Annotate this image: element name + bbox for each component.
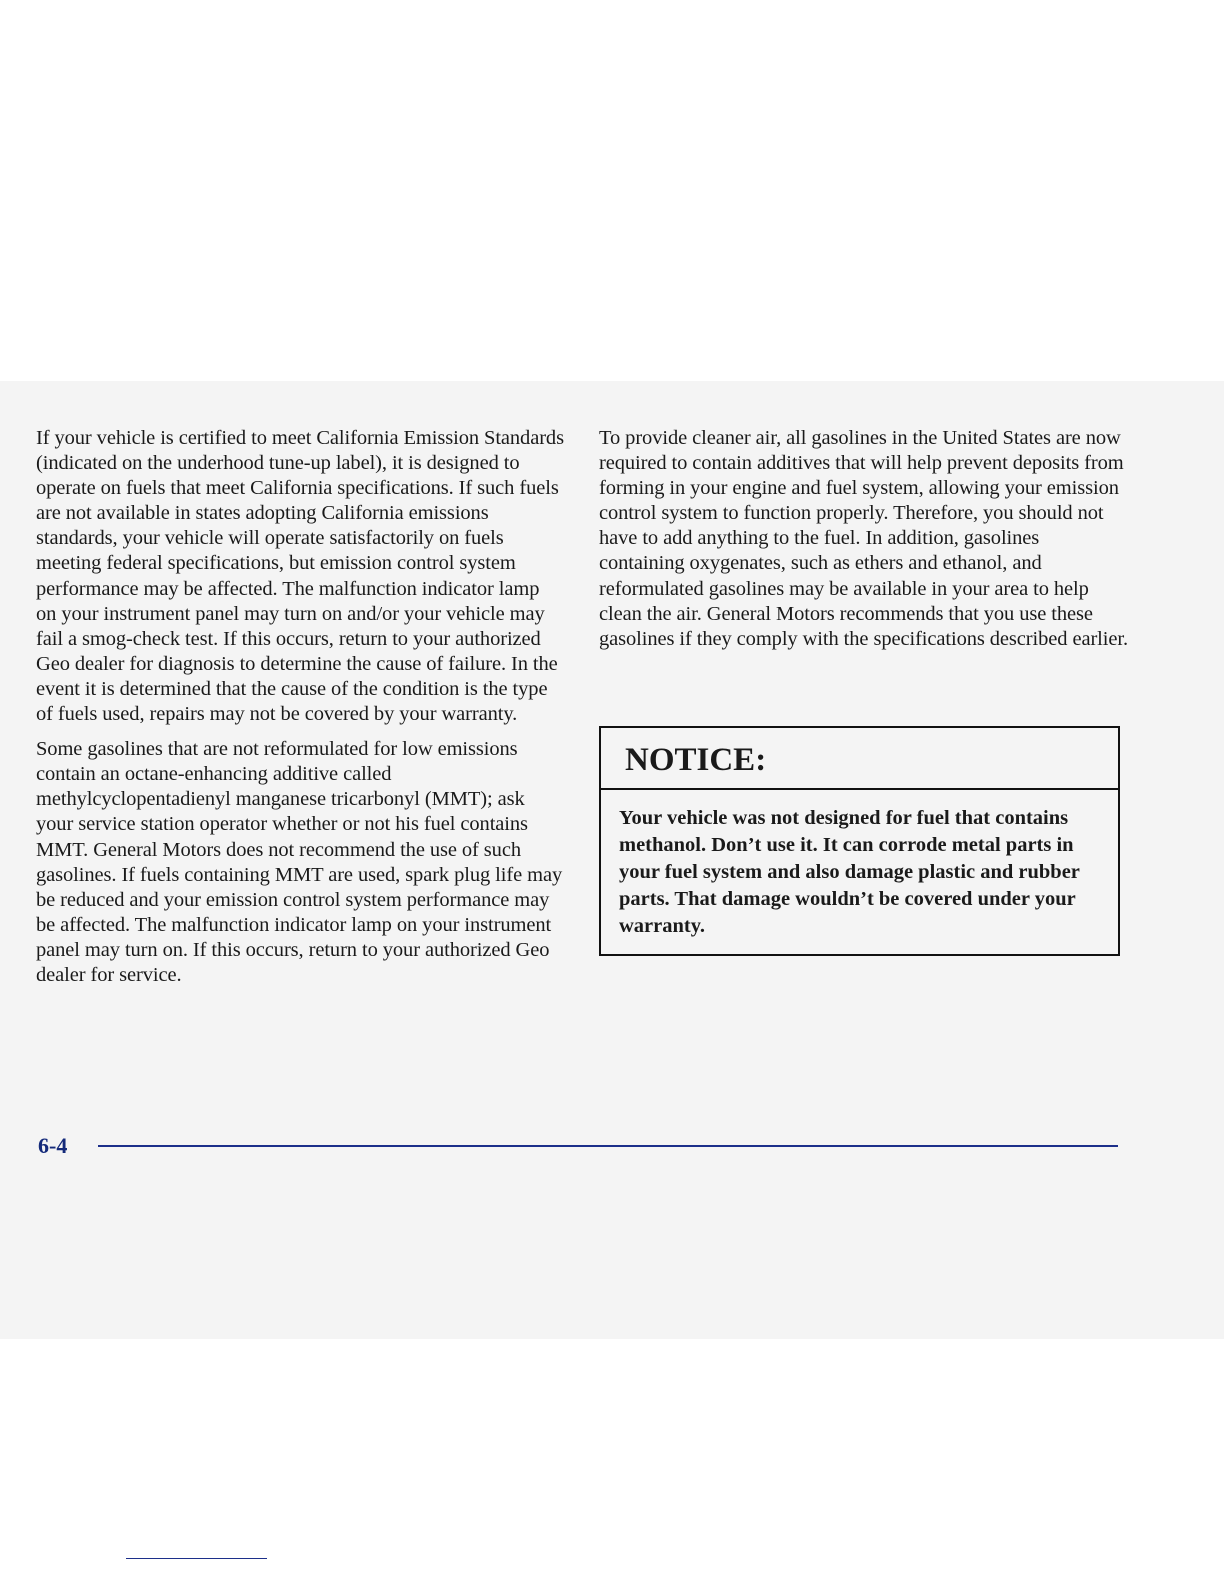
notice-box	[599, 726, 1120, 956]
left-column	[36, 426, 564, 988]
mmt-paragraph: Some gasolines that are not reformulated for low emissions contain an octane-enhancing additive called methylcyclopentadienyl manganese tricarbonyl (MMT); ask your service station operator whether or not his fuel contains MMT. General Motors does not recommend the use of such gasolines. If fuels containing MMT are used, spark plug life may be reduced and your emission control system performance may be affected. The malfunction indicator lamp on your instrument panel may turn on. If this occurs, return to your authorized Geo dealer for service.	[36, 738, 563, 986]
right-column	[599, 426, 1129, 652]
page-number: 6-4	[38, 1133, 68, 1158]
footer-rule	[98, 1145, 1118, 1147]
california-emission-paragraph: If your vehicle is certified to meet California Emission Standards (indicated on the underhood tune-up label), it is designed to operate on fuels that meet California specifications. If such fuels are not available in states adopting California emissions standards, your vehicle will operate satisfactorily on fuels meeting federal specifications, but emission control system performance may be affected. The malfunction indicator lamp on your instrument panel may turn on and/or your vehicle may fail a smog-check test. If this occurs, return to your authorized Geo dealer for diagnosis to determine the cause of failure. In the event it is determined that the cause of the condition is the type of fuels used, repairs may not be covered by your warranty.	[36, 427, 564, 726]
cleaner-air-paragraph: To provide cleaner air, all gasolines in the United States are now required to contain additives that will help prevent deposits from forming in your engine and fuel system, allowing your emission control system to function properly. Therefore, you should not have to add anything to the fuel. In addition, gasolines containing oxygenates, such as ethers and ethanol, and reformulated gasolines may be available in your area to help clean the air. General Motors recommends that you use these gasolines if they comply with the specifications described earlier.	[599, 427, 1128, 650]
bottom-rule	[126, 1558, 267, 1559]
notice-body: Your vehicle was not designed for fuel that contains methanol. Don’t use it. It can corrode metal parts in your fuel system and also damage plastic and rubber parts. That damage wouldn’t be covered under your warranty.	[619, 807, 1080, 937]
notice-title: NOTICE:	[601, 728, 1118, 790]
